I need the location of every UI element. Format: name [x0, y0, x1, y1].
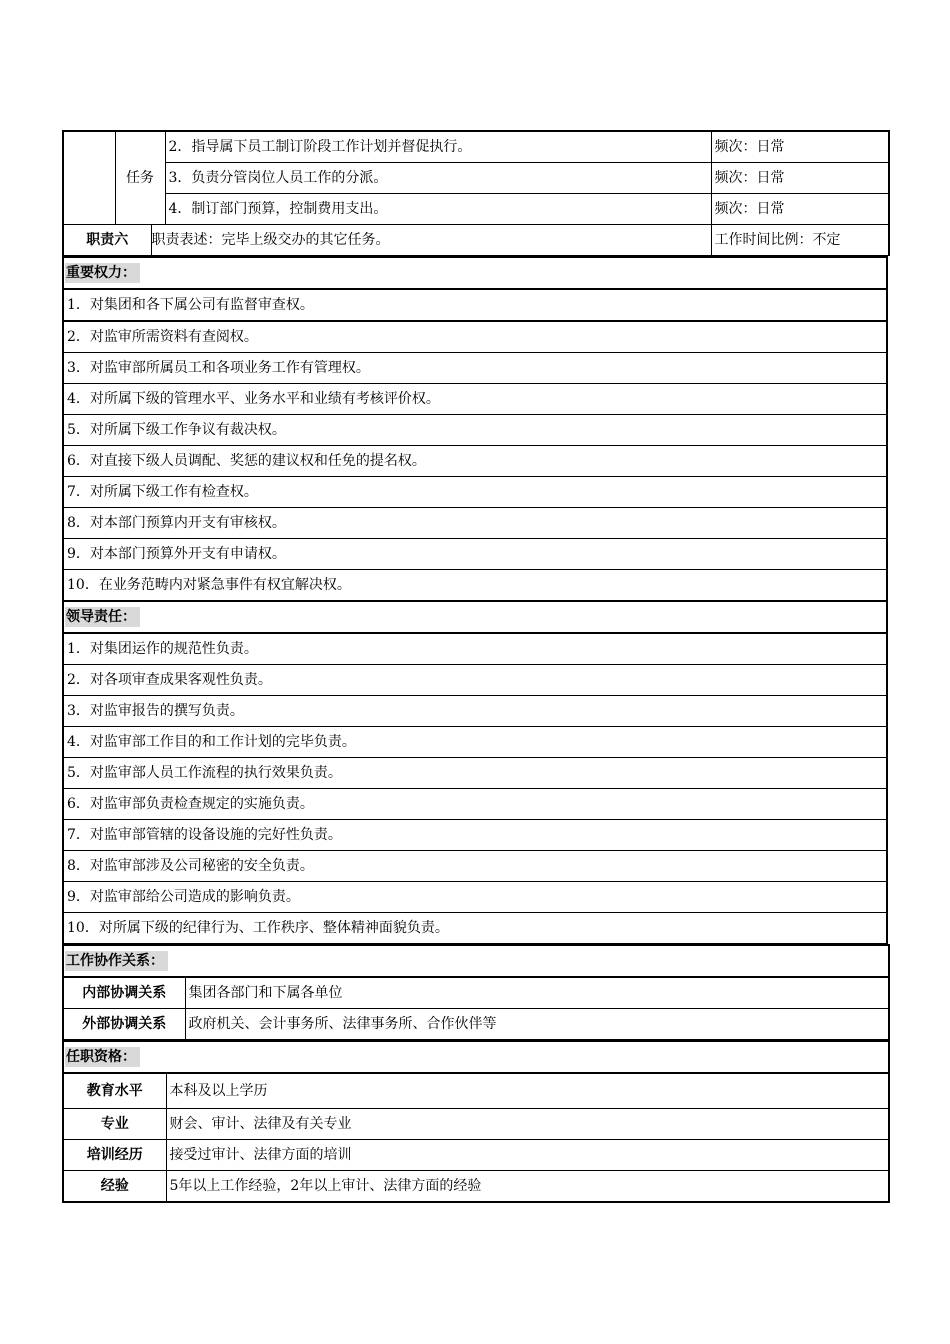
duty-six-label: 职责六: [63, 225, 151, 256]
task-frequency: 频次：日常: [711, 194, 889, 225]
task-row: [63, 131, 889, 163]
power-item: 8．对本部门预算内开支有审核权。: [63, 508, 887, 539]
responsibility-item: 6．对监审部负责检查规定的实施负责。: [63, 789, 887, 820]
task-frequency: 频次：日常: [711, 131, 889, 163]
responsibility-item: 8．对监审部涉及公司秘密的安全负责。: [63, 851, 887, 882]
power-item: 9．对本部门预算外开支有申请权。: [63, 539, 887, 570]
duty-six-description: 职责表述：完毕上级交办的其它任务。: [151, 225, 711, 256]
list-item: [63, 820, 887, 851]
external-relation-row: [63, 1009, 889, 1040]
power-item: 10．在业务范畴内对紧急事件有权宜解决权。: [63, 570, 887, 601]
qualification-value: 5年以上工作经验，2年以上审计、法律方面的经验: [166, 1171, 889, 1203]
task-row: [63, 194, 889, 225]
qualification-row: [63, 1073, 889, 1109]
list-item: [63, 665, 887, 696]
duty-six-row: [63, 225, 889, 256]
power-item: 4．对所属下级的管理水平、业务水平和业绩有考核评价权。: [63, 384, 887, 415]
responsibility-item: 9．对监审部给公司造成的影响负责。: [63, 882, 887, 913]
task-text: 4．制订部门预算，控制费用支出。: [165, 194, 711, 225]
responsibilities-header-row: [63, 602, 887, 634]
qualification-row: [63, 1171, 889, 1203]
qualification-row: [63, 1109, 889, 1140]
relations-table: [62, 944, 890, 1040]
qualification-value: 接受过审计、法律方面的培训: [166, 1140, 889, 1171]
duty-six-ratio: 工作时间比例：不定: [711, 225, 889, 256]
list-item: [63, 384, 887, 415]
qualification-label: 培训经历: [63, 1140, 166, 1171]
list-item: [63, 570, 887, 601]
qualifications-table: [62, 1040, 890, 1203]
internal-relation-label: 内部协调关系: [63, 977, 185, 1009]
task-row: [63, 163, 889, 194]
task-side-label: 任务: [115, 131, 165, 225]
list-item: [63, 289, 887, 321]
external-relation-label: 外部协调关系: [63, 1009, 185, 1040]
task-blank-cell: [63, 131, 115, 225]
list-item: [63, 727, 887, 758]
list-item: [63, 758, 887, 789]
list-item: [63, 882, 887, 913]
qualifications-title: 任职资格：: [65, 1047, 140, 1067]
list-item: [63, 789, 887, 820]
task-text: 3．负责分管岗位人员工作的分派。: [165, 163, 711, 194]
list-item: [63, 851, 887, 882]
qualification-label: 教育水平: [63, 1073, 166, 1109]
list-item: [63, 539, 887, 570]
list-item: [63, 446, 887, 477]
list-item: [63, 353, 887, 384]
qualification-value: 本科及以上学历: [166, 1073, 889, 1109]
qualification-label: 经验: [63, 1171, 166, 1203]
relations-title: 工作协作关系：: [65, 951, 168, 971]
qualification-row: [63, 1140, 889, 1171]
qualification-label: 专业: [63, 1109, 166, 1140]
power-item: 2．对监审所需资料有查阅权。: [63, 321, 887, 353]
external-relation-value: 政府机关、会计事务所、法律事务所、合作伙伴等: [185, 1009, 889, 1040]
task-text: 2．指导属下员工制订阶段工作计划并督促执行。: [165, 131, 711, 163]
power-item: 6．对直接下级人员调配、奖惩的建议权和任免的提名权。: [63, 446, 887, 477]
list-item: [63, 913, 887, 944]
power-item: 3．对监审部所属员工和各项业务工作有管理权。: [63, 353, 887, 384]
task-frequency: 频次：日常: [711, 163, 889, 194]
list-item: [63, 508, 887, 539]
qualification-value: 财会、审计、法律及有关专业: [166, 1109, 889, 1140]
list-item: [63, 477, 887, 508]
job-description-document: [62, 130, 888, 1203]
responsibility-item: 2．对各项审查成果客观性负责。: [63, 665, 887, 696]
responsibility-item: 10．对所属下级的纪律行为、工作秩序、整体精神面貌负责。: [63, 913, 887, 944]
responsibilities-table: [62, 601, 888, 944]
responsibility-item: 7．对监审部管辖的设备设施的完好性负责。: [63, 820, 887, 851]
power-item: 7．对所属下级工作有检查权。: [63, 477, 887, 508]
internal-relation-row: [63, 977, 889, 1009]
powers-header-row: [63, 257, 887, 289]
powers-table: [62, 256, 888, 601]
responsibility-item: 5．对监审部人员工作流程的执行效果负责。: [63, 758, 887, 789]
internal-relation-value: 集团各部门和下属各单位: [185, 977, 889, 1009]
powers-title: 重要权力：: [65, 263, 140, 283]
list-item: [63, 415, 887, 446]
list-item: [63, 633, 887, 665]
list-item: [63, 321, 887, 353]
responsibilities-title: 领导责任：: [65, 607, 140, 627]
responsibility-item: 4．对监审部工作目的和工作计划的完毕负责。: [63, 727, 887, 758]
relations-header-row: [63, 945, 889, 977]
power-item: 5．对所属下级工作争议有裁决权。: [63, 415, 887, 446]
list-item: [63, 696, 887, 727]
responsibility-item: 1．对集团运作的规范性负责。: [63, 633, 887, 665]
power-item: 1．对集团和各下属公司有监督审查权。: [63, 289, 887, 321]
tasks-table: [62, 130, 890, 256]
responsibility-item: 3．对监审报告的撰写负责。: [63, 696, 887, 727]
qualifications-header-row: [63, 1041, 889, 1073]
